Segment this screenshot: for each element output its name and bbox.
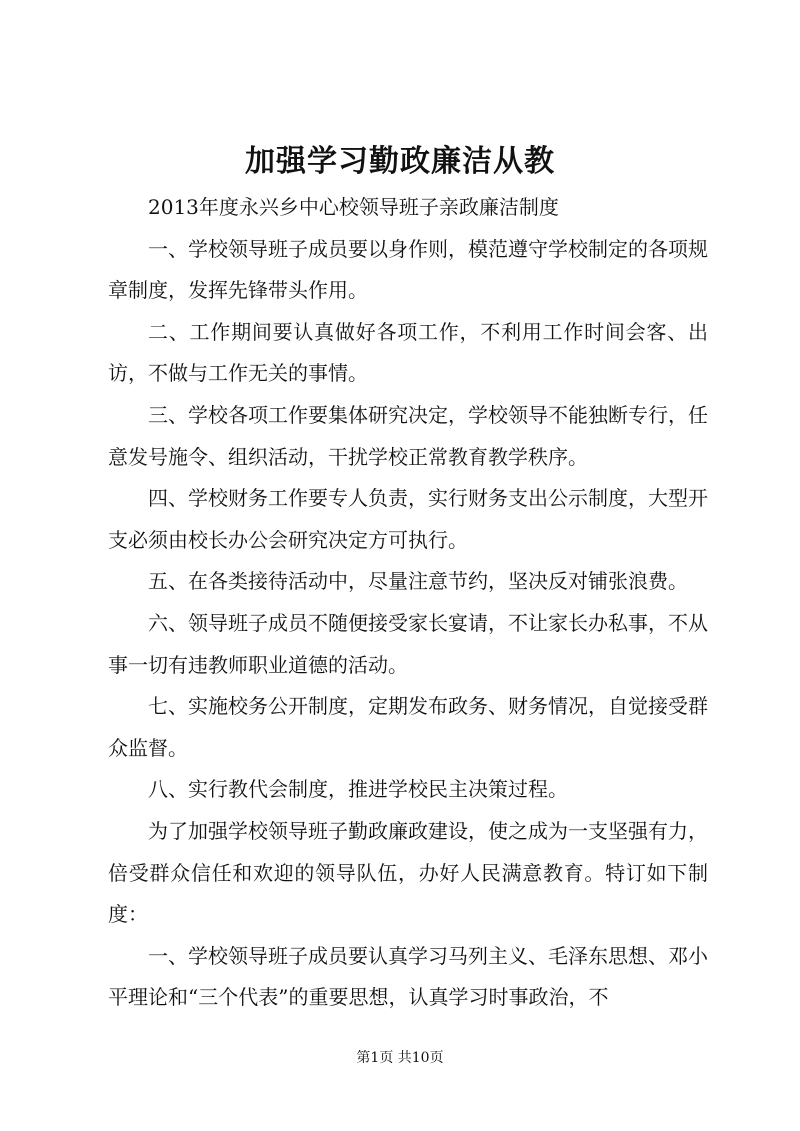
paragraph-8: 八、实行教代会制度，推进学校民主决策过程。 xyxy=(148,777,568,802)
subtitle-paragraph: 2013年度永兴乡中心校领导班子亲政廉洁制度 xyxy=(148,195,559,219)
paragraph-1: 一、学校领导班子成员要以身作则，模范遵守学校制定的各项规章制度，发挥先锋带头作用。 xyxy=(108,236,708,303)
paragraph-6: 六、领导班子成员不随便接受家长宴请，不让家长办私事，不从事一切有违教师职业道德的活动。 xyxy=(108,610,708,677)
paragraph-2: 二、工作期间要认真做好各项工作，不利用工作时间会客、出访，不做与工作无关的事情。 xyxy=(108,319,708,386)
paragraph-3: 三、学校各项工作要集体研究决定，学校领导不能独断专行，任意发号施令、组织活动，干扰学校正常教育教学秩序。 xyxy=(108,402,708,469)
paragraph-9: 为了加强学校领导班子勤政廉政建设，使之成为一支坚强有力，倍受群众信任和欢迎的领导队伍，办好人民满意教育。特订如下制度： xyxy=(108,818,708,927)
paragraph-4: 四、学校财务工作要专人负责，实行财务支出公示制度，大型开支必须由校长办公会研究决定方可执行。 xyxy=(108,486,708,552)
page-number-footer: 第1页 共10页 xyxy=(356,1050,444,1066)
document-title: 加强学习勤政廉洁从教 xyxy=(245,144,555,179)
paragraph-10: 一、学校领导班子成员要认真学习马列主义、毛泽东思想、邓小平理论和“三个代表”的重要思想，认真学习时事政治，不 xyxy=(108,943,708,1010)
document-body xyxy=(108,187,708,1019)
paragraph-7: 七、实施校务公开制度，定期发布政务、财务情况，自觉接受群众监督。 xyxy=(108,694,708,760)
paragraph-5: 五、在各类接待活动中，尽量注意节约，坚决反对铺张浪费。 xyxy=(148,569,688,594)
